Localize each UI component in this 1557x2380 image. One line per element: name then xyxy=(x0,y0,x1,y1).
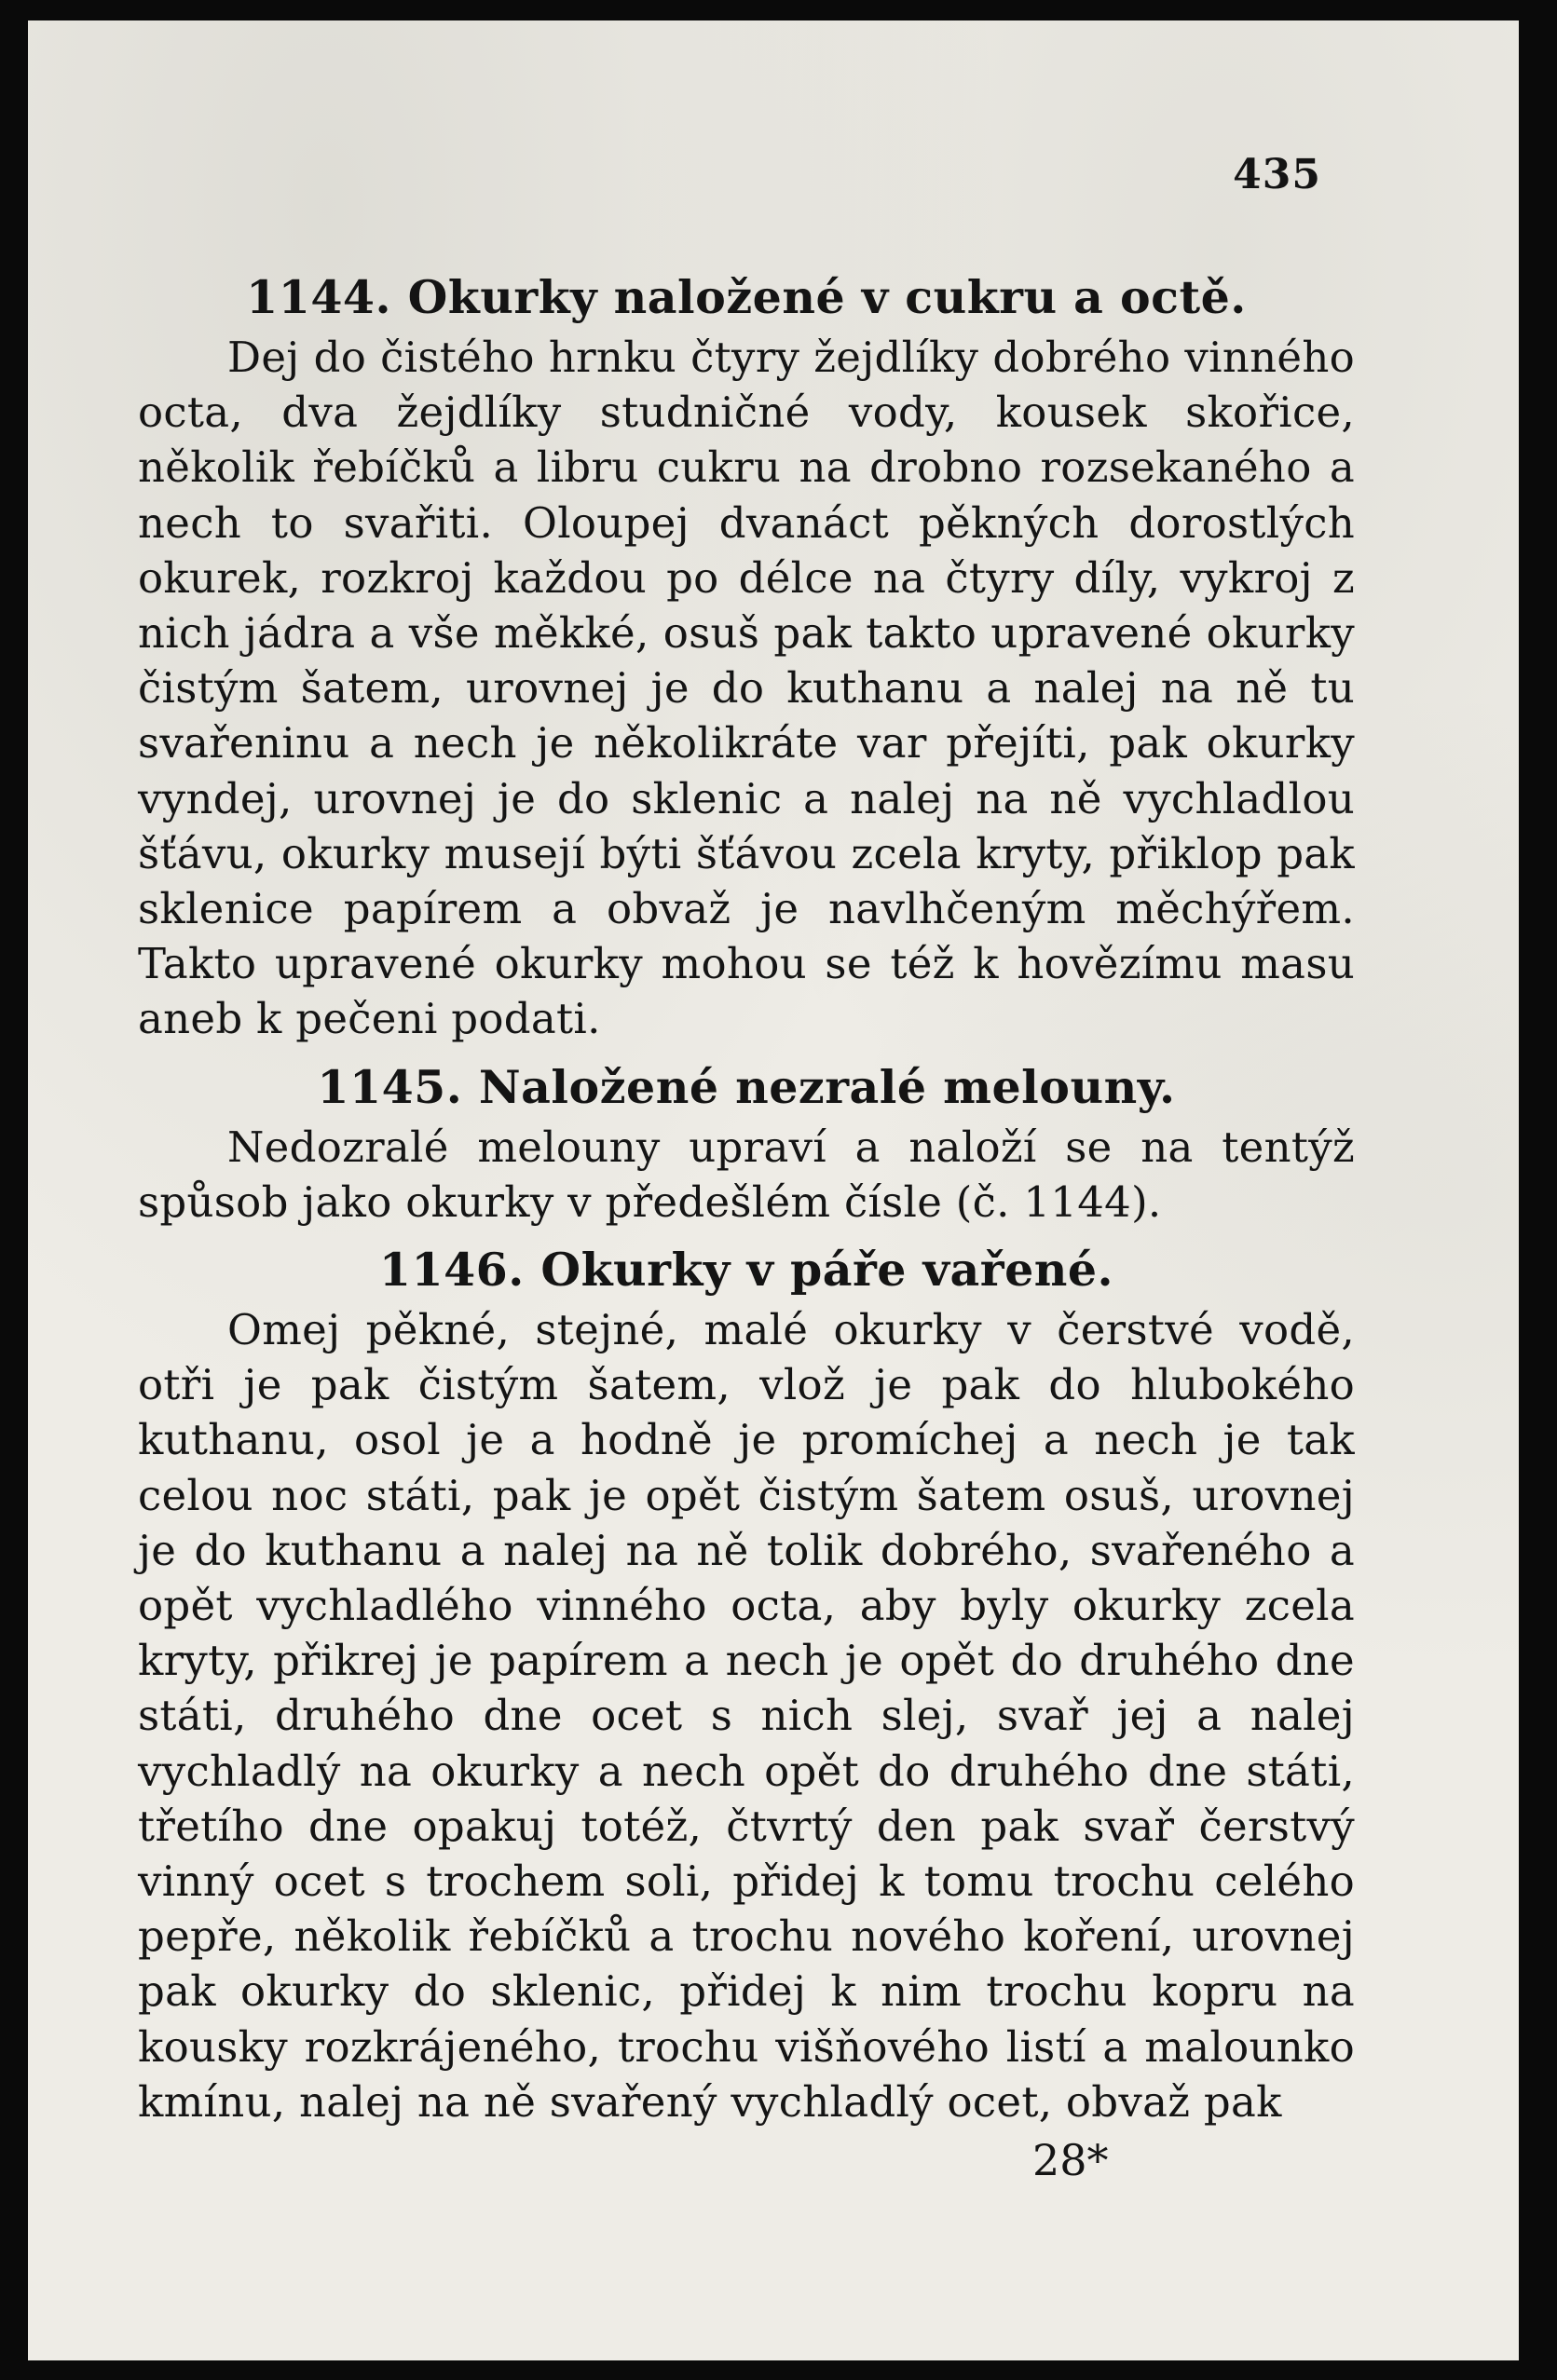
recipe-text-1146: Omej pěkné, stejné, malé okurky v čerstvé vodě, otři je pak čistým šatem, vlož je pak do hlubokého kuthanu, osol je a hodně je promíchej a nech je tak celou noc státi, pak je opět čistým šatem osuš, urovnej je do kuthanu a nalej na ně tolik dobrého, svařeného a opět vychladlého vinného octa, aby byly okurky zcela kryty, přikrej je papírem a nech je opět do druhého dne státi, druhého dne ocet s nich slej, svař jej a nalej vychladlý na okurky a nech opět do druhého dne státi, třetího dne opakuj totéž, čtvrtý den pak svař čerstvý vinný ocet s trochem soli, přidej k tomu trochu celého pepře, několik řebíčků a trochu nového koření, urovnej pak okurky do sklenic, přidej k nim trochu kopru na kousky rozkrájeného, trochu višňového listí a malounko kmínu, nalej na ně svařený vychladlý ocet, obvaž pak xyxy=(138,1305,1355,2127)
recipe-text-1145: Nedozralé melouny upraví a naloží se na tentýž spůsob jako okurky v předešlém čísle (č. 1144). xyxy=(138,1122,1355,1227)
page-number: 435 xyxy=(1233,151,1321,198)
recipe-heading-1144: 1144. Okurky naložené v cukru a octě. xyxy=(246,270,1247,324)
book-page xyxy=(28,20,1519,2360)
page-content xyxy=(138,265,1355,2129)
recipe-heading-1146: 1146. Okurky v páře vařené. xyxy=(378,1243,1114,1298)
recipe-text-1144: Dej do čistého hrnku čtyry žejdlíky dobrého vinného octa, dva žejdlíky studničné vody, kousek skořice, několik řebíčků a libru cukru na drobno rozsekaného a nech to svařiti. Oloupej dvanáct pěkných dorostlých okurek, rozkroj každou po délce na čtyry díly, vykroj z nich jádra a vše měkké, osuš pak takto upravené okurky čistým šatem, urovnej je do kuthanu a nalej na ně tu svařeninu a nech je několikráte var přejíti, pak okurky vyndej, urovnej je do sklenic a nalej na ně vychladlou šťávu, okurky musejí býti šťávou zcela kryty, přiklop pak sklenice papírem a obvaž je navlhčeným měchýřem. Takto upravené okurky mohou se též k hovězímu masu aneb k pečeni podati. xyxy=(138,333,1355,1044)
recipe-heading-1145: 1145. Naložené nezralé melouny. xyxy=(317,1059,1176,1114)
signature-mark: 28* xyxy=(1032,2135,1109,2185)
